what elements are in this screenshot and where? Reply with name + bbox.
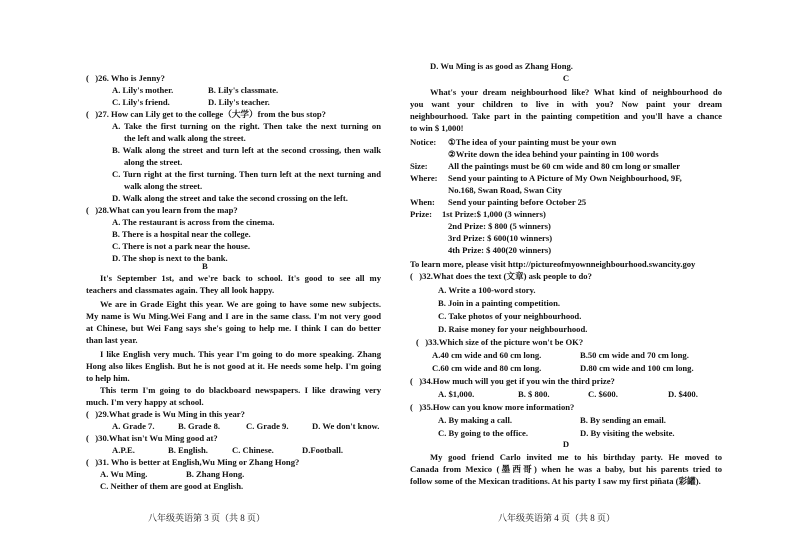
left-text-line: the left and walk along the street.	[124, 133, 246, 143]
left-text-line: B. English.	[168, 445, 208, 455]
right-text-line: B.50 cm wide and 70 cm long.	[580, 350, 689, 360]
left-text-line: along the street.	[124, 157, 183, 167]
left-text-line: ( )28.What can you learn from the map?	[86, 205, 238, 215]
left-text-line: ( )30.What isn't Wu Ming good at?	[86, 433, 218, 443]
left-text-line: B. Zhang Hong.	[186, 469, 245, 479]
left-text-line: Hong also likes English. But he is not good at it. He needs some help. I'm going	[86, 361, 381, 371]
right-text-line: B. $ 800.	[518, 389, 550, 399]
left-text-line: B. There is a hospital near the college.	[112, 229, 251, 239]
left-text-line: ( )26. Who is Jenny?	[86, 73, 165, 83]
right-text-line: A. $1,000.	[438, 389, 475, 399]
right-text-line: ( )32.What does the text (文章) ask people to do?	[410, 271, 592, 281]
right-text-line: My good friend Carlo invited me to his birthday party. He moved to	[430, 452, 722, 462]
right-text-line: A. Write a 100-word story.	[438, 285, 536, 295]
left-text-line: C. Chinese.	[232, 445, 274, 455]
left-text-line: I like English very much. This year I'm going to do more speaking. Zhang	[100, 349, 381, 359]
right-text-line: neighbourhood. Take part in the painting competition and you'll have a chance	[410, 111, 722, 121]
right-text-line: To learn more, please visit http://pictureofmyownneighbourhood.swancity.goy	[410, 259, 696, 269]
right-text-line: No.168, Swan Road, Swan City	[448, 185, 562, 195]
left-text-line: to help him.	[86, 373, 130, 383]
right-text-line: C. $600.	[588, 389, 618, 399]
right-text-line: ( )35.How can you know more information?	[410, 402, 575, 412]
left-text-line: at Chinese, but Wei Fang says she's going to help me. I think I can do better	[86, 323, 381, 333]
right-text-line: A.40 cm wide and 60 cm long.	[432, 350, 542, 360]
left-text-line: D. Lily's teacher.	[208, 97, 270, 107]
right-text-line: ( )33.Which size of the picture won't be OK?	[416, 337, 584, 347]
left-text-line: D. The shop is next to the bank.	[112, 253, 228, 263]
left-text-line: A. The restaurant is across from the cinema.	[112, 217, 275, 227]
right-text-line: you want your children to live in with you? Now paint your dream	[410, 99, 722, 109]
right-text-line: C.60 cm wide and 80 cm long.	[432, 363, 542, 373]
right-text-line: Send your painting to A Picture of My Own Neighbourhood, 9F,	[448, 173, 682, 183]
right-text-line: All the paintings must be 60 cm wide and 80 cm long or smaller	[448, 161, 681, 171]
left-text-line: We are in Grade Eight this year. We are going to have some new subjects.	[100, 299, 381, 309]
right-text-line: D. By visiting the website.	[580, 428, 675, 438]
left-text-line: This term I'm going to do blackboard newspapers. I like drawing very	[100, 385, 381, 395]
page-footer-4: 八年级英语第 4 页（共 8 页）	[498, 513, 616, 523]
left-text-line: C. There is not a park near the house.	[112, 241, 250, 251]
left-text-line: A. Wu Ming.	[100, 469, 148, 479]
right-text-line: D. $400.	[668, 389, 698, 399]
left-text-line: B. Lily's classmate.	[208, 85, 279, 95]
left-text-line: much. I'm very happy at school.	[86, 397, 204, 407]
right-text-line: Canada from Mexico (墨西哥) when he was a baby, but his parents tried to	[410, 464, 722, 474]
left-text-line: A. Lily's mother.	[112, 85, 174, 95]
left-text-line: A.P.E.	[112, 445, 135, 455]
left-text-line: than last year.	[86, 335, 138, 345]
left-text-line: My name is Wu Ming.Wei Fang and I are in the same class. I'm not very good	[86, 311, 381, 321]
left-text-line: C. Grade 9.	[246, 421, 289, 431]
section-c-heading: C	[562, 73, 570, 83]
right-text-line: B. Join in a painting competition.	[438, 298, 561, 308]
right-text-line: 1st Prize:$ 1,000 (3 winners)	[442, 209, 546, 219]
right-text-line: Where:	[410, 173, 438, 183]
right-text-line: Notice:	[410, 137, 437, 147]
section-d-heading: D	[562, 439, 570, 449]
right-text-line: Send your painting before October 25	[448, 197, 587, 207]
left-text-line: walk along the street.	[124, 181, 203, 191]
left-text-line: A. Grade 7.	[112, 421, 155, 431]
page-footer-3: 八年级英语第 3 页（共 8 页）	[148, 513, 266, 523]
right-text-line: 2nd Prize: $ 800 (5 winners)	[448, 221, 551, 231]
right-text-line: B. By sending an email.	[580, 415, 666, 425]
left-text-line: C. Lily's friend.	[112, 97, 170, 107]
left-text-line: It's September 1st, and we're back to school. It's good to see all my	[100, 273, 381, 283]
left-text-line: teachers and classmates again. They all look happy.	[86, 285, 275, 295]
right-text-line: Prize:	[410, 209, 432, 219]
left-text-line: D. We don't know.	[312, 421, 380, 431]
left-text-line: C. Neither of them are good at English.	[100, 481, 244, 491]
right-text-line: ( )34.How much will you get if you win the third prize?	[410, 376, 615, 386]
left-text-line: D. Walk along the street and take the second crossing on the left.	[112, 193, 348, 203]
right-text-line: When:	[410, 197, 435, 207]
left-text-line: B. Grade 8.	[178, 421, 221, 431]
left-text-line: ( )29.What grade is Wu Ming in this year?	[86, 409, 245, 419]
right-text-line: ①The idea of your painting must be your own	[448, 137, 617, 147]
right-text-line: to win $ 1,000!	[410, 123, 464, 133]
section-b-heading: B	[202, 261, 208, 271]
right-text-line: Size:	[410, 161, 428, 171]
right-text-line: What's your dream neighbourhood like? What kind of neighbourhood do	[430, 87, 722, 97]
left-text-line: ( )27. How can Lily get to the college（大学）from the bus stop?	[86, 109, 326, 119]
right-text-line: 3rd Prize: $ 600(10 winners)	[448, 233, 553, 243]
right-text-line: C. Take photos of your neighbourhood.	[438, 311, 582, 321]
right-text-line: D. Wu Ming is as good as Zhang Hong.	[430, 61, 573, 71]
right-text-line: follow some of the Mexican traditions. At his party I saw my first piñata (彩罐).	[410, 476, 701, 486]
left-text-line: C. Turn right at the first turning. Then turn left at the next turning and	[112, 169, 381, 179]
left-text-line: A. Take the first turning on the right. Then take the next turning on	[112, 121, 381, 131]
right-text-line: D. Raise money for your neighbourhood.	[438, 324, 588, 334]
right-text-line: 4th Prize: $ 400(20 winners)	[448, 245, 552, 255]
right-text-line: D.80 cm wide and 100 cm long.	[580, 363, 694, 373]
right-text-line: ②Write down the idea behind your painting in 100 words	[448, 149, 659, 159]
right-text-line: A. By making a call.	[438, 415, 513, 425]
right-text-line: C. By going to the office.	[438, 428, 528, 438]
left-text-line: ( )31. Who is better at English,Wu Ming or Zhang Hong?	[86, 457, 300, 467]
left-text-line: D.Football.	[302, 445, 344, 455]
left-text-line: B. Walk along the street and turn left at the second crossing, then walk	[112, 145, 381, 155]
